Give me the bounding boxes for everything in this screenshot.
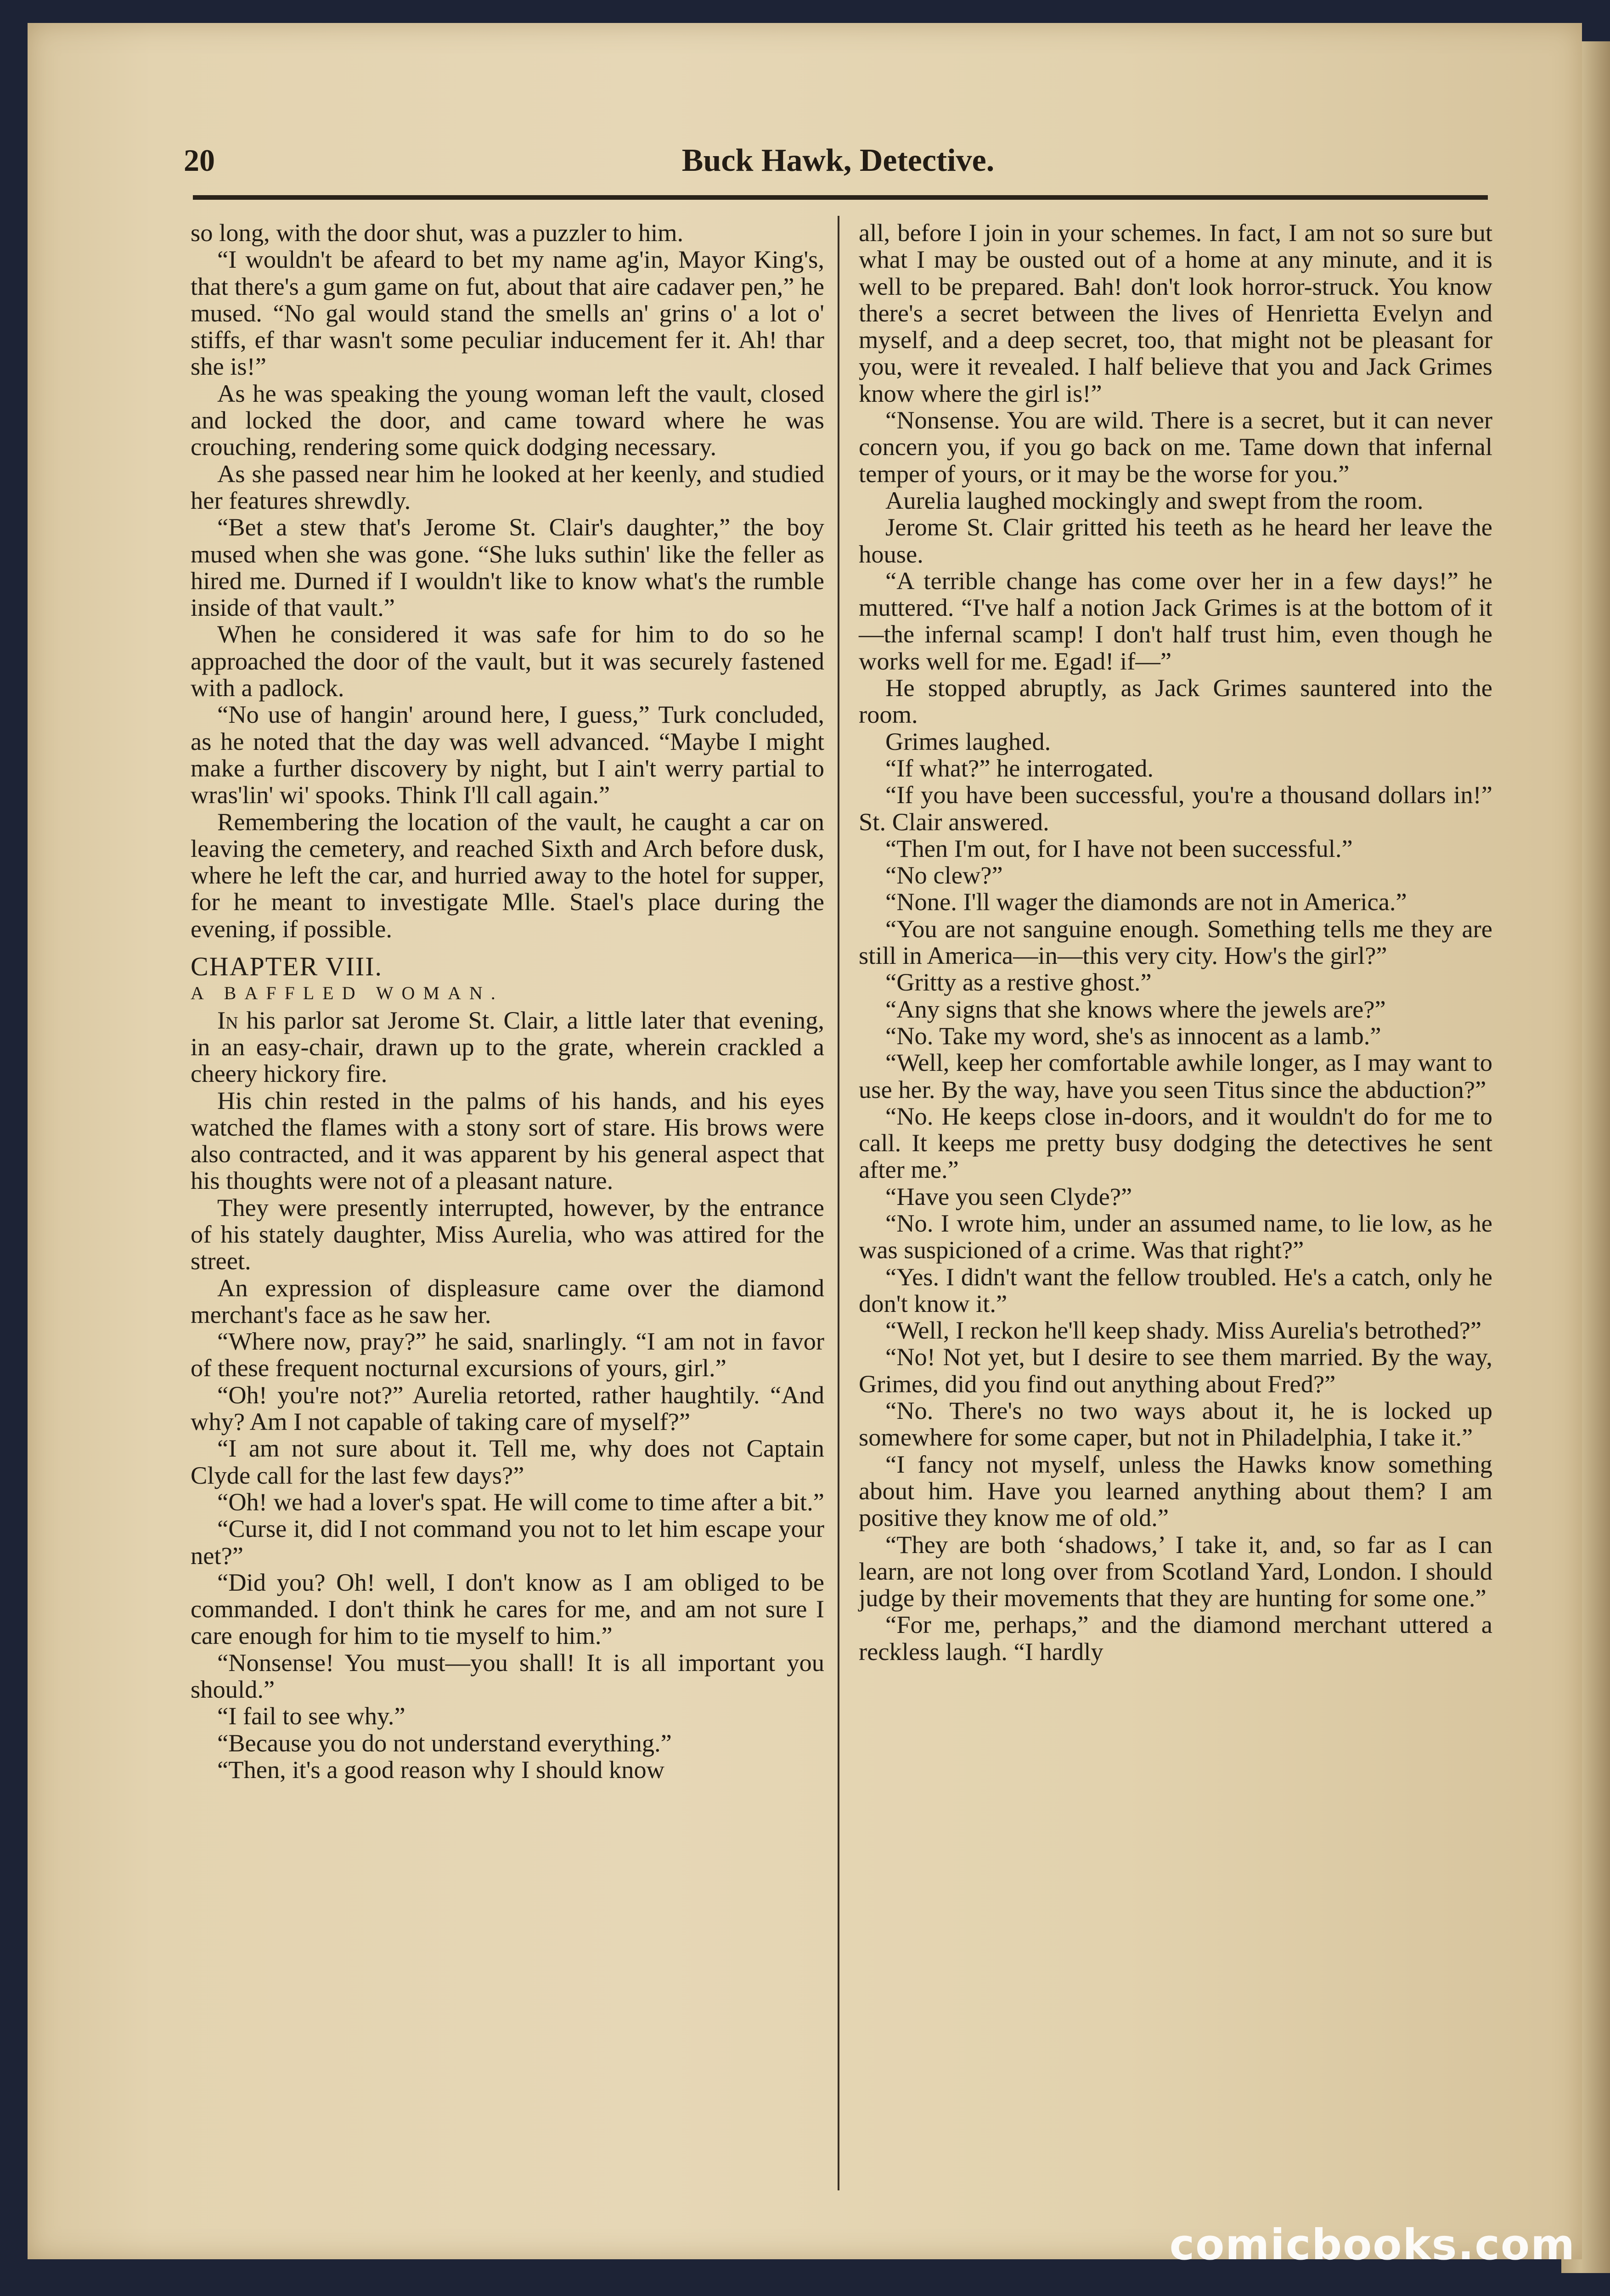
page-number: 20 [184,143,215,178]
chapter-opening-paragraph [191,1007,824,1087]
paragraph: Jerome St. Clair gritted his teeth as he heard her leave the house. [859,513,1492,568]
paragraph: “Oh! we had a lover's spat. He will come to time after a bit.” [217,1487,824,1516]
paragraph: “No use of hangin' around here, I guess,” Turk concluded, as he noted that the day was well advanced. “Maybe I might make a further discovery by night, but I ain't werry partial to wras'lin' wi' spooks. Think I'll call again.” [191,700,824,809]
paragraph: “Bet a stew that's Jerome St. Clair's daughter,” the boy mused when she was gone. “She luks suthin' like the feller as hired me. Durned if I wouldn't like to know what's the rumble inside of that vault.” [191,513,824,622]
paragraph: “Then, it's a good reason why I should know [217,1755,665,1784]
opening-word: In [217,1006,238,1034]
header-rule [193,195,1488,200]
paragraph: “Any signs that she knows where the jewels are?” [885,995,1386,1023]
paragraph: “Have you seen Clyde?” [885,1182,1132,1210]
paragraph: “No. There's no two ways about it, he is locked up somewhere for some caper, but not in Philadelphia, I take it.” [859,1396,1492,1452]
paragraph: “Where now, pray?” he said, snarlingly. “I am not in favor of these frequent nocturnal excursions of yours, girl.” [191,1327,824,1382]
paragraph: “No. Take my word, she's as innocent as a lamb.” [885,1021,1381,1050]
paragraph: Remembering the location of the vault, he caught a car on leaving the cemetery, and reached Sixth and Arch before dusk, where he left the car, and hurried away to the hotel for supper, for he meant to investigate Mlle. Stael's place during the evening, if possible. [191,807,824,943]
watermark: comicbooks.com [1169,2220,1576,2269]
right-column [859,219,1492,1665]
paragraph: “Did you? Oh! well, I don't know as I am obliged to be commanded. I don't think he cares for me, and am not sure I care enough for him to tie myself to him.” [191,1568,824,1650]
paragraph: His chin rested in the palms of his hands, and his eyes watched the flames with a stony sort of stare. His brows were also contracted, and it was apparent by his general aspect that his thoughts were not of a pleasant nature. [191,1086,824,1195]
paragraph: “No. He keeps close in-doors, and it wouldn't do for me to call. It keeps me pretty busy dodging the detectives he sent after me.” [859,1102,1492,1184]
paragraph: As he was speaking the young woman left the vault, closed and locked the door, and came toward where he was crouching, rendering some quick dodging necessary. [191,379,824,461]
paragraph: “Curse it, did I not command you not to let him escape your net?” [191,1514,824,1570]
paragraph: “Oh! you're not?” Aurelia retorted, rather haughtily. “And why? Am I not capable of taking care of myself?” [191,1380,824,1436]
paragraph: He stopped abruptly, as Jack Grimes sauntered into the room. [859,674,1492,729]
paragraph: “Yes. I didn't want the fellow troubled. He's a catch, only he don't know it.” [859,1262,1492,1317]
paragraph: “Gritty as a restive ghost.” [885,968,1152,996]
paragraph: “If you have been successful, you're a thousand dollars in!” St. Clair answered. [859,781,1492,836]
running-title: Buck Hawk, Detective. [681,143,995,178]
paragraph: When he considered it was safe for him to do so he approached the door of the vault, but it was securely fastened with a padlock. [191,620,824,702]
paragraph: “None. I'll wager the diamonds are not in America.” [885,888,1407,916]
paragraph: “I am not sure about it. Tell me, why does not Captain Clyde call for the last few days?” [191,1434,824,1489]
paragraph: “No. I wrote him, under an assumed name, to lie low, as he was suspicioned of a crime. Was that right?” [859,1209,1492,1264]
paragraph: “Nonsense. You are wild. There is a secret, but it can never concern you, if you go back on me. Tame down that infernal temper of yours, or it may be the worse for you.” [859,406,1492,488]
page-header [184,138,1492,193]
chapter-title: CHAPTER VIII. [191,951,383,982]
paragraph: “No! Not yet, but I desire to see them married. By the way, Grimes, did you find out anything about Fred?” [859,1343,1492,1398]
paragraph: “They are both ‘shadows,’ I take it, and, so far as I can learn, are not long over from Scotland Yard, London. I should judge by their movements that they are hunting for some one.” [859,1530,1492,1612]
paragraph: “If what?” he interrogated. [885,754,1154,782]
paragraph: They were presently interrupted, however, by the entrance of his stately daughter, Miss Aurelia, who was attired for the street. [191,1193,824,1275]
paragraph: “I fail to see why.” [217,1702,405,1730]
paragraph: “No clew?” [885,861,1003,889]
paragraph: “Well, keep her comfortable awhile longer, as I may want to use her. By the way, have you seen Titus since the abduction?” [859,1048,1492,1103]
chapter-subtitle: A BAFFLED WOMAN. [191,983,504,1004]
paragraph: An expression of displeasure came over the diamond merchant's face as he saw her. [191,1273,824,1328]
paragraph: so long, with the door shut, was a puzzler to him. [191,219,684,247]
left-column [191,219,824,1783]
paragraph: “I wouldn't be afeard to bet my name ag'in, Mayor King's, that there's a gum game on fut, about that aire cadaver pen,” he mused. “No gal would stand the smells an' grins o' a lot o' stiffs, ef thar wasn't some peculiar inducement fer it. Ah! thar she is!” [191,245,824,381]
paragraph: “A terrible change has come over her in a few days!” he muttered. “I've half a notion Jack Grimes is at the bottom of it—the infernal scamp! I don't half trust him, even though he works well for me. Egad! if—” [859,566,1492,675]
paragraph: Aurelia laughed mockingly and swept from the room. [885,486,1424,514]
paragraph: “Because you do not understand everything.” [217,1728,672,1757]
column-divider [838,216,839,2190]
paragraph: “Nonsense! You must—you shall! It is all important you should.” [191,1648,824,1704]
paragraph: all, before I join in your schemes. In fact, I am not so sure but what I may be ousted out of a home at any minute, and it is well to be prepared. Bah! don't look horror-struck. You know there's a secret between the lives of Henrietta Evelyn and myself, and a deep secret, too, that might not be pleasant for you, were it revealed. I half believe that you and Jack Grimes know where the girl is!” [859,219,1492,407]
paragraph: As she passed near him he looked at her keenly, and studied her features shrewdly. [191,459,824,514]
paragraph: “For me, perhaps,” and the diamond merchant uttered a reckless laugh. “I hardly [859,1610,1492,1666]
paragraph: Grimes laughed. [885,727,1051,755]
paragraph: “Then I'm out, for I have not been successful.” [885,834,1353,862]
paragraph: “You are not sanguine enough. Something tells me they are still in America—in—this very city. How's the girl?” [859,914,1492,970]
paragraph: “Well, I reckon he'll keep shady. Miss Aurelia's betrothed?” [885,1316,1482,1345]
paragraph: “I fancy not myself, unless the Hawks know something about him. Have you learned anything about them? I am positive they know me of old.” [859,1450,1492,1532]
opening-paragraph-text: his parlor sat Jerome St. Clair, a little later that evening, in an easy-chair, drawn up to the grate, wherein crackled a cheery hickory fire. [191,1006,824,1088]
